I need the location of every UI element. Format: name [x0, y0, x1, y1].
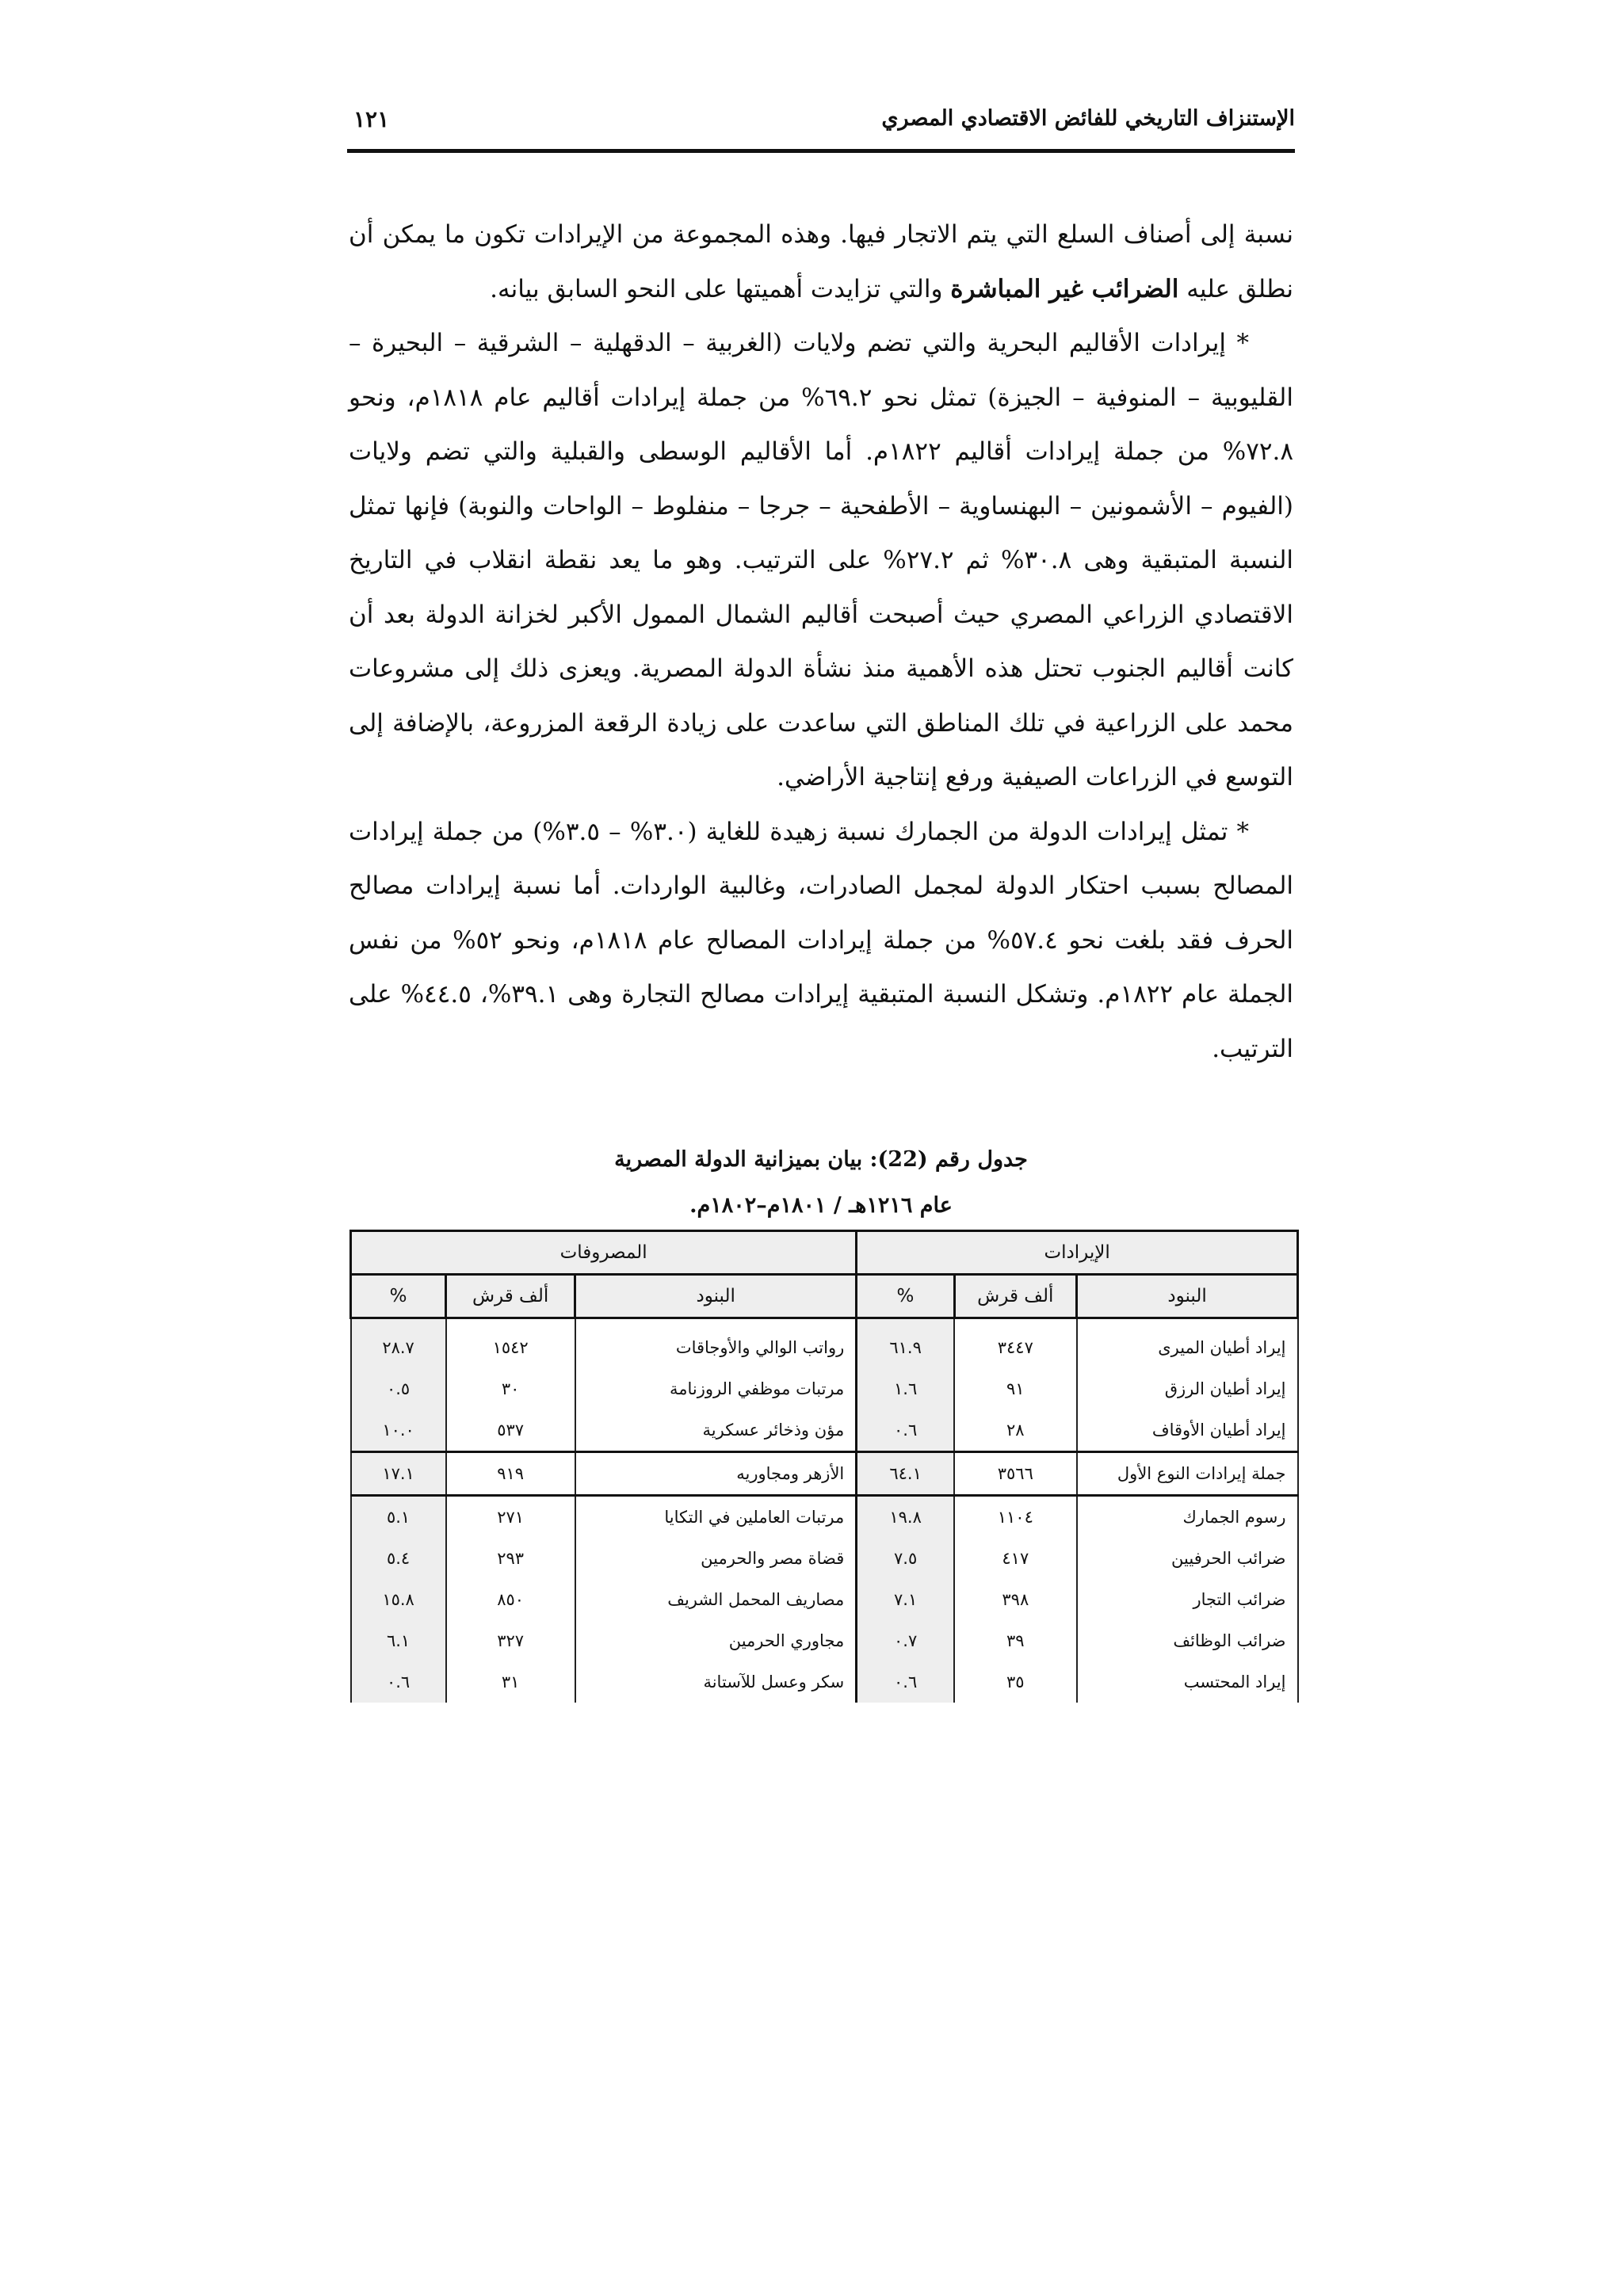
rev-item: إيراد أطيان الميرى [1077, 1318, 1298, 1369]
exp-amount: ٣١ [446, 1661, 575, 1703]
table-row [351, 1496, 1298, 1539]
rev-item: إيراد أطيان الرزق [1077, 1368, 1298, 1409]
paragraph-3: * تمثل إيرادات الدولة من الجمارك نسبة زهيدة للغاية (٣.٠% – ٣.٥%) من جملة إيرادات المصالح بسبب احتكار الدولة لمجمل الصادرات، وغالبية الواردات. أما نسبة إيرادات مصالح الحرف فقد بلغت نحو ٥٧.٤% من جملة إيرادات المصالح عام ١٨١٨م، ونحو ٥٢% من نفس الجملة عام ١٨٢٢م. وتشكل النسبة المتبقية إيرادات مصالح التجارة وهى ٣٩.١%، ٤٤.٥% على الترتيب. [349, 817, 1294, 1063]
exp-pct: ٥.٤ [351, 1538, 446, 1579]
exp-pct: ٥.١ [351, 1496, 446, 1539]
paragraph-1 [349, 208, 1293, 316]
rev-pct: ٠.٧ [857, 1620, 954, 1661]
table-caption-line-2: عام ١٢١٦هـ / ١٨٠١م–١٨٠٢م. [689, 1193, 953, 1218]
running-title: الإستنزاف التاريخي للفائض الاقتصادي المصري [881, 106, 1295, 131]
exp-item: سكر وعسل للآستانة [575, 1661, 857, 1703]
col-exp-item: البنود [575, 1275, 857, 1318]
exp-pct: ٢٨.٧ [351, 1318, 446, 1369]
rev-item: جملة إيرادات النوع الأول [1077, 1452, 1298, 1496]
rev-amount: ١١٠٤ [954, 1496, 1077, 1539]
exp-item: الأزهر ومجاوريه [575, 1452, 857, 1496]
exp-pct: ٠.٥ [351, 1368, 446, 1409]
exp-pct: ٦.١ [351, 1620, 446, 1661]
exp-item: قضاة مصر والحرمين [575, 1538, 857, 1579]
exp-pct: ١٧.١ [351, 1452, 446, 1496]
exp-item: مرتبات موظفي الروزنامة [575, 1368, 857, 1409]
revenues-header: الإيرادات [857, 1231, 1298, 1275]
exp-amount: ٢٧١ [446, 1496, 575, 1539]
exp-pct: ٠.٦ [351, 1661, 446, 1703]
table-row [351, 1368, 1298, 1409]
exp-item: مصاريف المحمل الشريف [575, 1579, 857, 1620]
exp-amount: ٨٥٠ [446, 1579, 575, 1620]
rev-item: إيراد أطيان الأوقاف [1077, 1409, 1298, 1452]
rev-pct: ٠.٦ [857, 1661, 954, 1703]
paragraph-1-text-b: والتي تزايدت أهميتها على النحو السابق بيانه. [490, 274, 951, 303]
table-caption-line-1: جدول رقم (22): بيان بميزانية الدولة المصرية [614, 1147, 1028, 1172]
rev-amount: ٣٥٦٦ [954, 1452, 1077, 1496]
rev-amount: ٣٤٤٧ [954, 1318, 1077, 1369]
col-exp-amount: ألف قرش [446, 1275, 575, 1318]
paragraph-2: * إيرادات الأقاليم البحرية والتي تضم ولايات (الغربية – الدقهلية – الشرقية – البحيرة – القليوبية – المنوفية – الجيزة) تمثل نحو ٦٩.٢% من جملة إيرادات أقاليم عام ١٨١٨م، ونحو ٧٢.٨% من جملة إيرادات أقاليم ١٨٢٢م. أما الأقاليم الوسطى والقبلية والتي تضم ولايات (الفيوم – الأشمونين – البهنساوية – الأطفحية – جرجا – منفلوط – الواحات والنوبة) فإنها تمثل النسبة المتبقية وهى ٣٠.٨% ثم ٢٧.٢% على الترتيب. وهو ما يعد نقطة انقلاب في التاريخ الاقتصادي الزراعي المصري حيث أصبحت أقاليم الشمال الممول الأكبر لخزانة الدولة بعد أن كانت أقاليم الجنوب تحتل هذه الأهمية منذ نشأة الدولة المصرية. ويعزى ذلك إلى مشروعات محمد على الزراعية في تلك المناطق التي ساعدت على زيادة الرقعة المزروعة، بالإضافة إلى التوسع في الزراعات الصيفية ورفع إنتاجية الأراضي. [349, 329, 1294, 791]
rev-amount: ٩١ [954, 1368, 1077, 1409]
paragraph-1-text-a: نسبة إلى أصناف السلع التي يتم الاتجار فيها. وهذه المجموعة من الإيرادات تكون ما يمكن أن نطلق عليه [349, 220, 1293, 303]
table-row [351, 1661, 1298, 1703]
rev-pct: ١.٦ [857, 1368, 954, 1409]
expenses-header: المصروفات [351, 1231, 857, 1275]
col-rev-pct: % [857, 1275, 954, 1318]
exp-item: مؤن وذخائر عسكرية [575, 1409, 857, 1452]
exp-pct: ١٥.٨ [351, 1579, 446, 1620]
exp-item: رواتب الوالي والأوجاقات [575, 1318, 857, 1369]
rev-pct: ٧.٥ [857, 1538, 954, 1579]
col-rev-item: البنود [1077, 1275, 1298, 1318]
rev-item: رسوم الجمارك [1077, 1496, 1298, 1539]
rev-amount: ٣٩ [954, 1620, 1077, 1661]
exp-item: مرتبات العاملين في التكايا [575, 1496, 857, 1539]
column-header-row [351, 1275, 1298, 1318]
group-header-row [351, 1231, 1298, 1275]
rev-pct: ٧.١ [857, 1579, 954, 1620]
exp-amount: ٢٩٣ [446, 1538, 575, 1579]
rev-amount: ٣٩٨ [954, 1579, 1077, 1620]
table-row-subtotal [351, 1452, 1298, 1496]
rev-item: ضرائب الحرفيين [1077, 1538, 1298, 1579]
table-row [351, 1409, 1298, 1452]
table-row [351, 1318, 1298, 1369]
col-exp-pct: % [351, 1275, 446, 1318]
rev-pct: ١٩.٨ [857, 1496, 954, 1539]
exp-item: مجاوري الحرمين [575, 1620, 857, 1661]
rev-amount: ٢٨ [954, 1409, 1077, 1452]
page-header [347, 101, 1295, 153]
rev-item: ضرائب التجار [1077, 1579, 1298, 1620]
paragraph-1-bold: الضرائب غير المباشرة [950, 274, 1179, 303]
page-number: ١٢١ [353, 106, 390, 132]
exp-pct: ١٠.٠ [351, 1409, 446, 1452]
exp-amount: ٣٠ [446, 1368, 575, 1409]
rev-pct: ٦١.٩ [857, 1318, 954, 1369]
col-rev-amount: ألف قرش [954, 1275, 1077, 1318]
table-row [351, 1579, 1298, 1620]
budget-table [349, 1230, 1299, 1703]
exp-amount: ٩١٩ [446, 1452, 575, 1496]
rev-pct: ٦٤.١ [857, 1452, 954, 1496]
rev-item: إيراد المحتسب [1077, 1661, 1298, 1703]
table-row [351, 1620, 1298, 1661]
exp-amount: ٣٢٧ [446, 1620, 575, 1661]
exp-amount: ٥٣٧ [446, 1409, 575, 1452]
table-row [351, 1538, 1298, 1579]
rev-amount: ٣٥ [954, 1661, 1077, 1703]
exp-amount: ١٥٤٢ [446, 1318, 575, 1369]
table-caption [349, 1137, 1293, 1229]
rev-item: ضرائب الوظائف [1077, 1620, 1298, 1661]
rev-amount: ٤١٧ [954, 1538, 1077, 1579]
body-text [349, 208, 1293, 1076]
rev-pct: ٠.٦ [857, 1409, 954, 1452]
